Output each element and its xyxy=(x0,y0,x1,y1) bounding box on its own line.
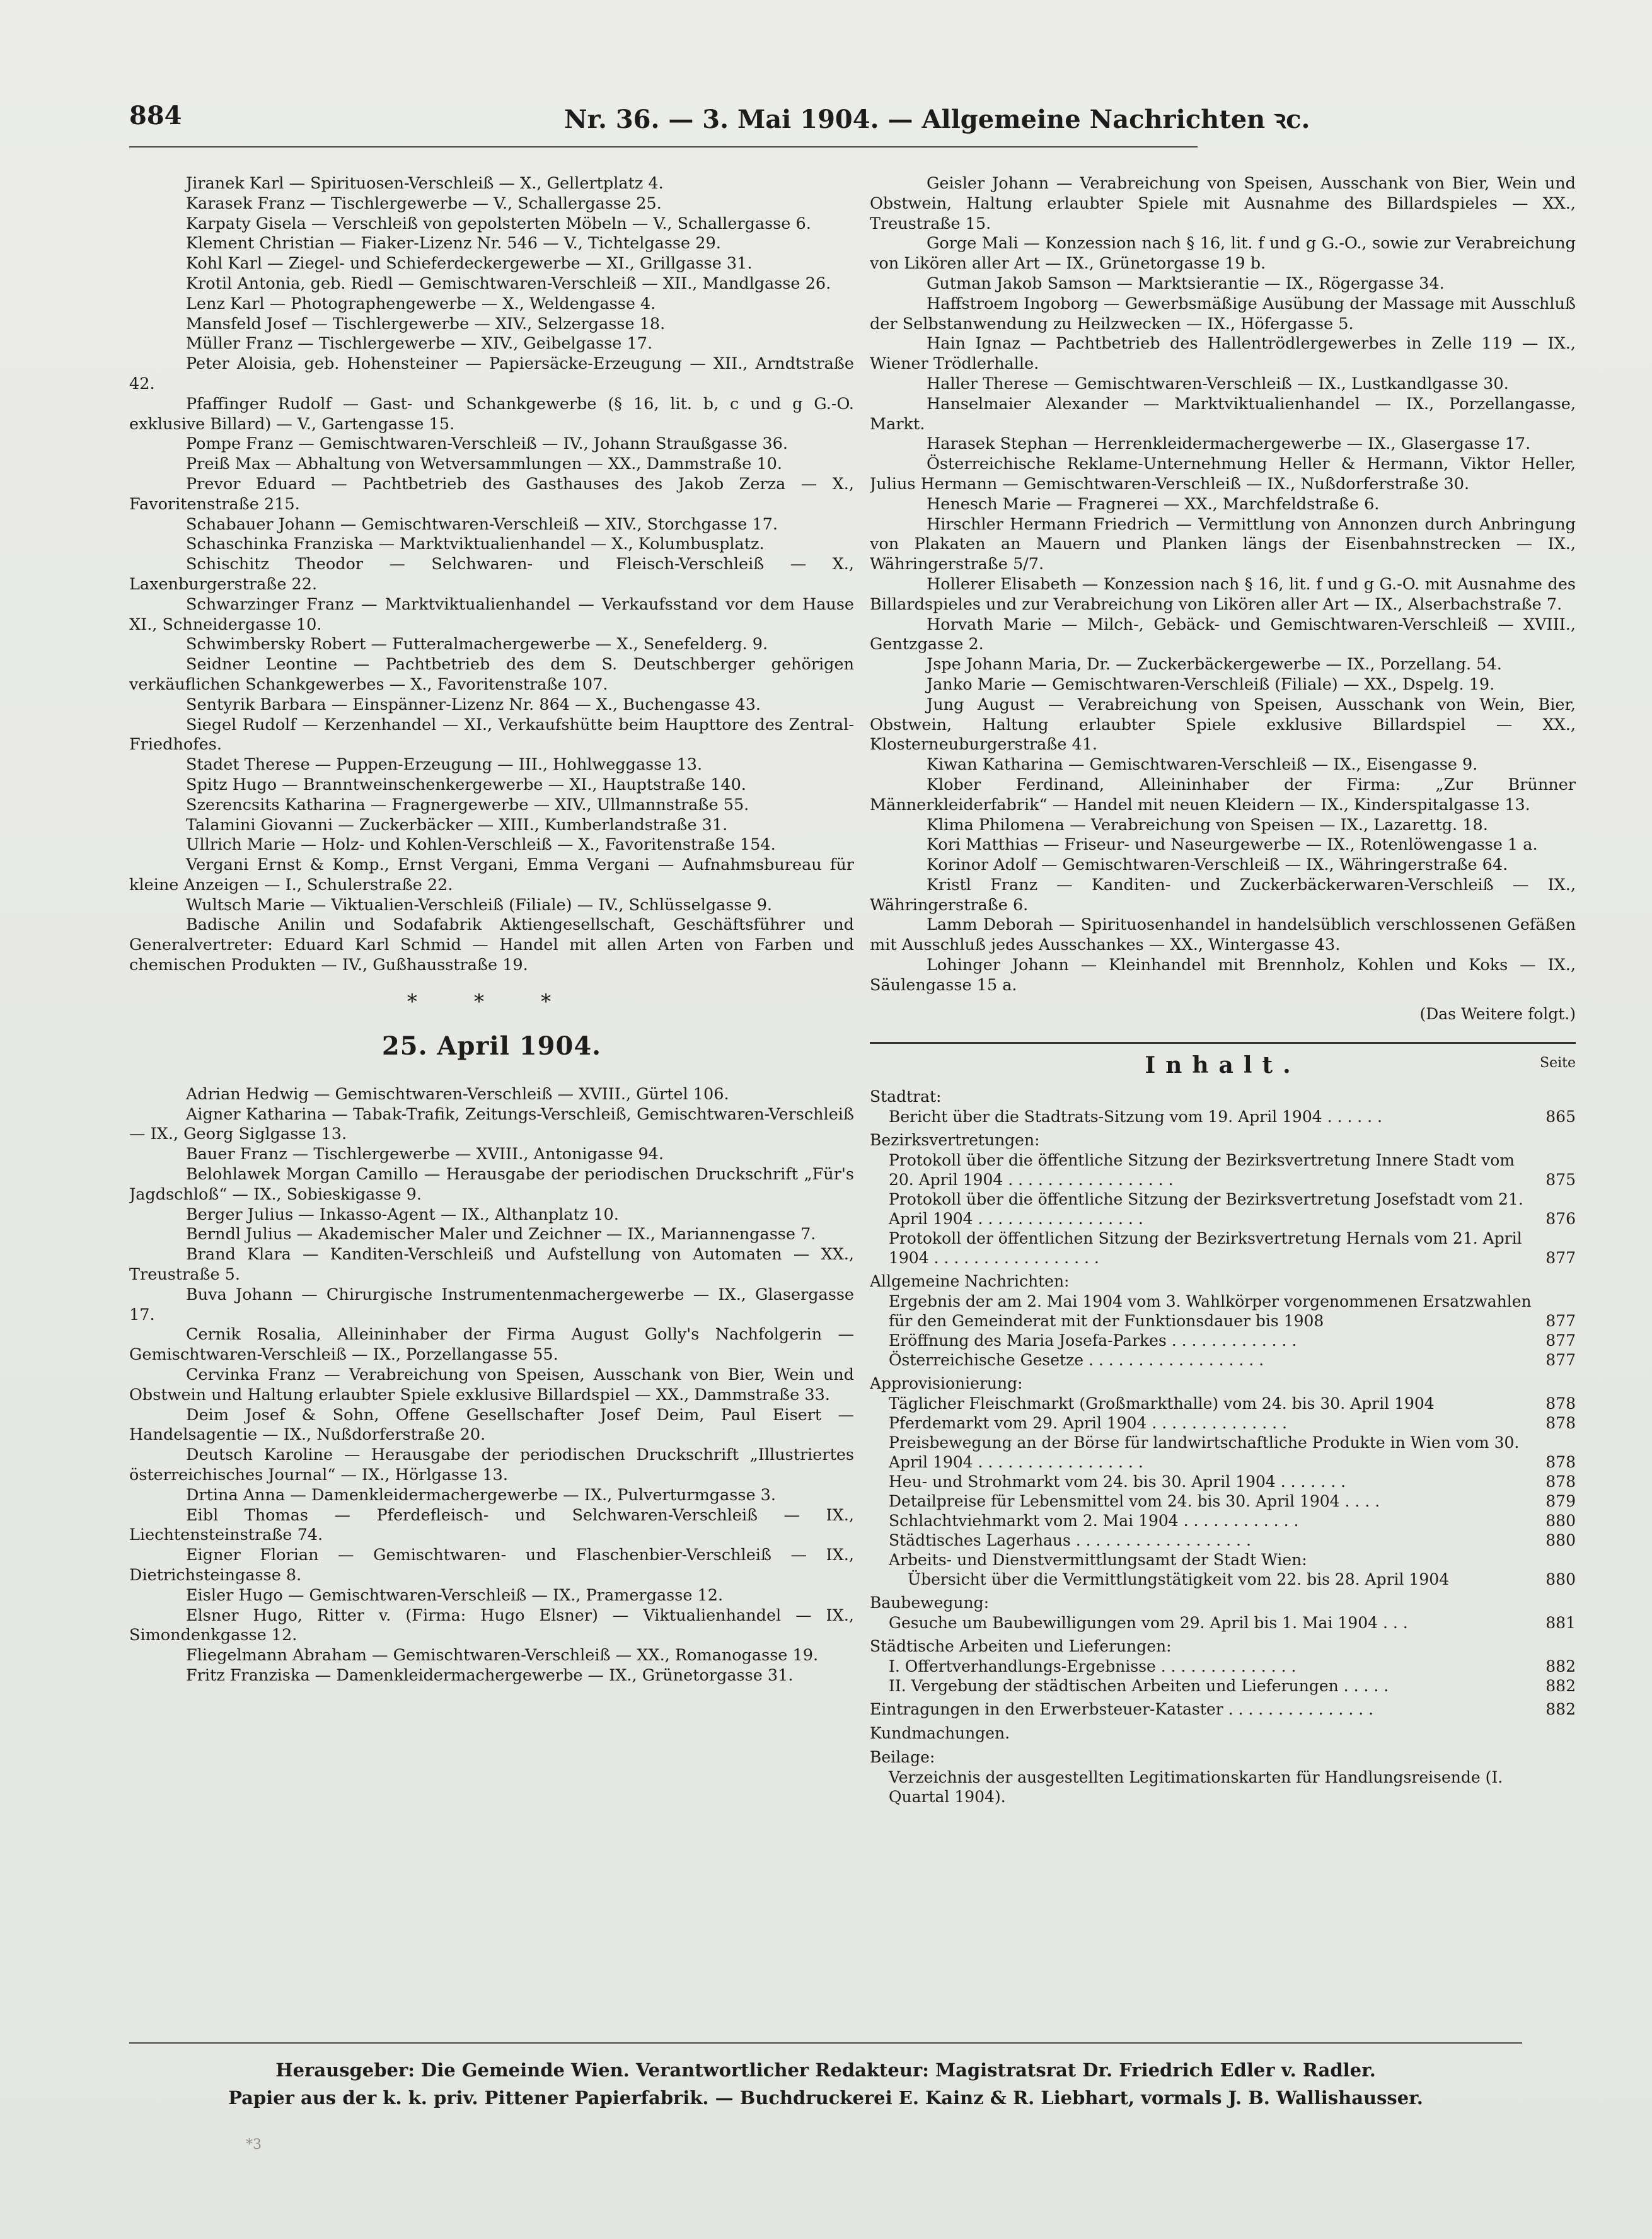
toc-entry xyxy=(870,1491,1576,1511)
list-item: Lohinger Johann — Kleinhandel mit Brennholz, Kohlen und Koks — IX., Säulengasse 15 a. xyxy=(870,956,1576,995)
list-item: Gutman Jakob Samson — Marktsierantie — IX., Rögergasse 34. xyxy=(927,274,1445,293)
toc-page-number: 877 xyxy=(1545,1311,1576,1330)
toc-entry-title: Verzeichnis der ausgestellten Legitimationskarten für Handlungsreisende (I. Quartal 1904). xyxy=(889,1767,1503,1806)
list-item: Drtina Anna — Damenkleidermachergewerbe — IX., Pulverturmgasse 3. xyxy=(186,1485,776,1505)
toc-entry-title: I. Offertverhandlungs-Ergebnisse . . . . . . . . . . . . . . xyxy=(889,1657,1297,1675)
imprint-publisher: Herausgeber: Die Gemeinde Wien. Verantwortlicher Redakteur: Magistratsrat Dr. Friedrich Edler v. Radler. xyxy=(275,2059,1376,2081)
list-item: Buva Johann — Chirurgische Instrumentenmachergewerbe — IX., Glasergasse 17. xyxy=(129,1285,854,1324)
list-item: Prevor Eduard — Pachtbetrieb des Gasthauses des Jakob Zerza — X., Favoritenstraße 215. xyxy=(129,474,854,514)
list-item: Jiranek Karl — Spirituosen-Verschleiß — X., Gellertplatz 4. xyxy=(186,174,664,193)
list-item: Seidner Leontine — Pachtbetrieb des dem S. Deutschberger gehörigen verkäuflichen Schankgewerbes — X., Favoritenstraße 107. xyxy=(129,655,854,694)
list-item: Schwarzinger Franz — Marktviktualienhandel — Verkaufsstand vor dem Hause XI., Schneidergasse 10. xyxy=(129,594,854,634)
toc-entry-title: Detailpreise für Lebensmittel vom 24. bis 30. April 1904 . . . . xyxy=(889,1491,1380,1510)
list-item: Preiß Max — Abhaltung von Wetversammlungen — XX., Dammstraße 10. xyxy=(186,454,782,474)
toc-entry-title: Städtisches Lagerhaus . . . . . . . . . . . . . . . . . . xyxy=(889,1530,1251,1549)
list-item: Janko Marie — Gemischtwaren-Verschleiß (Filiale) — XX., Dspelg. 19. xyxy=(927,674,1495,694)
imprint-printer: Papier aus der k. k. priv. Pittener Papierfabrik. — Buchdruckerei E. Kainz & R. Liebhart, vormals J. B. Wallishausser. xyxy=(228,2087,1423,2109)
list-item: Kristl Franz — Kanditen- und Zuckerbäckerwaren-Verschleiß — IX., Währingerstraße 6. xyxy=(870,875,1576,915)
date-heading: 25. April 1904. xyxy=(381,1031,602,1061)
list-item: Peter Aloisia, geb. Hohensteiner — Papiersäcke-Erzeugung — XII., Arndtstraße 42. xyxy=(129,354,854,393)
list-item: Klober Ferdinand, Alleininhaber der Firma: „Zur Brünner Männerkleiderfabrik“ — Handel mit neuen Kleidern — IX., Kinderspitalgasse 13. xyxy=(870,775,1576,814)
list-item: Hirschler Hermann Friedrich — Vermittlung von Annonzen durch Anbringung von Plakaten an Mauern und Planken längs der Eisenbahnstrecken — IX., Währingerstraße 5/7. xyxy=(870,514,1576,574)
toc-section xyxy=(870,1271,1576,1370)
list-item: Belohlawek Morgan Camillo — Herausgabe der periodischen Druckschrift „Für's Jagdschloß“ — IX., Sobieskigasse 9. xyxy=(129,1165,854,1204)
toc-page-number: 880 xyxy=(1545,1570,1576,1588)
toc-section-label: Eintragungen in den Erwerbsteuer-Kataster . . . . . . . . . . . . . . . xyxy=(870,1699,1374,1718)
toc-entry xyxy=(870,1150,1576,1189)
toc-entry xyxy=(870,1472,1576,1491)
toc-entry xyxy=(870,1657,1576,1676)
list-item: Jspe Johann Maria, Dr. — Zuckerbäckergewerbe — IX., Porzellang. 54. xyxy=(927,655,1502,674)
header-rule xyxy=(129,146,1198,148)
list-item: Cervinka Franz — Verabreichung von Speisen, Ausschank von Bier, Wein und Obstwein und Haltung erlaubter Spiele exklusive Billardspiel — XX., Dammstraße 33. xyxy=(129,1365,854,1404)
table-of-contents xyxy=(870,1042,1576,1807)
list-item: Deutsch Karoline — Herausgabe der periodischen Druckschrift „Illustriertes österreichisches Journal“ — IX., Hörlgasse 13. xyxy=(129,1445,854,1485)
toc-section xyxy=(870,1699,1576,1720)
toc-section xyxy=(870,1374,1576,1589)
list-item: Jung August — Verabreichung von Speisen, Ausschank von Wein, Bier, Obstwein, Haltung erlaubter Spiele exklusive Billardspiel — XX., Klosterneuburgerstraße 41. xyxy=(870,695,1576,755)
entry-list-part1 xyxy=(129,174,854,976)
list-item: Horvath Marie — Milch-, Gebäck- und Gemischtwaren-Verschleiß — XVIII., Gentzgasse 2. xyxy=(870,615,1576,654)
list-item: Badische Anilin und Sodafabrik Aktiengesellschaft, Geschäftsführer und Generalvertreter: Eduard Karl Schmid — Handel mit allen Arten von Farben und chemischen Produkten — IV., Gußhausstraße 19. xyxy=(129,915,854,975)
list-item: Ullrich Marie — Holz- und Kohlen-Verschleiß — X., Favoritenstraße 154. xyxy=(186,835,776,855)
list-item: Elsner Hugo, Ritter v. (Firma: Hugo Elsner) — Viktualienhandel — IX., Simondenkgasse 12. xyxy=(129,1605,854,1645)
toc-section xyxy=(870,1087,1576,1126)
list-item: Eibl Thomas — Pferdefleisch- und Selchwaren-Verschleiß — IX., Liechtensteinstraße 74. xyxy=(129,1505,854,1545)
toc-page-number: 877 xyxy=(1545,1350,1576,1369)
list-item: Krotil Antonia, geb. Riedl — Gemischtwaren-Verschleiß — XII., Mandlgasse 26. xyxy=(186,274,831,293)
toc-section-label: Städtische Arbeiten und Lieferungen: xyxy=(870,1636,1172,1655)
toc-page-heading: Seite xyxy=(1540,1055,1576,1071)
list-item: Vergani Ernst & Komp., Ernst Vergani, Emma Vergani — Aufnahmsbureau für kleine Anzeigen — I., Schulerstraße 22. xyxy=(129,855,854,894)
toc-section-label: Bezirksvertretungen: xyxy=(870,1130,1040,1149)
list-item: Szerencsits Katharina — Fragnergewerbe — XIV., Ullmannstraße 55. xyxy=(186,795,749,814)
list-item: Deim Josef & Sohn, Offene Gesellschafter Josef Deim, Paul Eisert — Handelsagentie — IX., Nußdorferstraße 20. xyxy=(129,1405,854,1445)
toc-page-number: 877 xyxy=(1545,1248,1576,1267)
list-item: Schaschinka Franziska — Marktviktualienhandel — X., Kolumbusplatz. xyxy=(186,535,765,554)
list-item: Gorge Mali — Konzession nach § 16, lit. f und g G.-O., sowie zur Verabreichung von Likören aller Art — IX., Grünetorgasse 19 b. xyxy=(870,234,1576,274)
list-item: Spitz Hugo — Branntweinschenkergewerbe — XI., Hauptstraße 140. xyxy=(186,775,746,794)
toc-entry-title: Preisbewegung an der Börse für landwirtschaftliche Produkte in Wien vom 30. April 1904 . . . . . . . . . . . . . . . . . xyxy=(889,1433,1520,1471)
list-item: Kiwan Katharina — Gemischtwaren-Verschleiß — IX., Eisengasse 9. xyxy=(927,755,1478,775)
toc-section xyxy=(870,1636,1576,1696)
toc-section-label: Approvisionierung: xyxy=(870,1374,1023,1392)
toc-section-label: Beilage: xyxy=(870,1747,935,1766)
list-item: Mansfeld Josef — Tischlergewerbe — XIV., Selzergasse 18. xyxy=(186,314,666,333)
toc-entry-title: Eröffnung des Maria Josefa-Parkes . . . . . . . . . . . . . xyxy=(889,1331,1297,1350)
list-item: Berger Julius — Inkasso-Agent — IX., Althanplatz 10. xyxy=(186,1205,619,1224)
toc-body xyxy=(870,1087,1576,1807)
toc-entry xyxy=(870,1394,1576,1413)
list-item: Österreichische Reklame-Unternehmung Heller & Hermann, Viktor Heller, Julius Hermann — Gemischtwaren-Verschleiß — IX., Nußdorferstraße 30. xyxy=(870,454,1576,494)
imprint-rule xyxy=(129,2042,1522,2044)
list-item: Bauer Franz — Tischlergewerbe — XVIII., Antonigasse 94. xyxy=(186,1145,664,1164)
running-title: Nr. 36. — 3. Mai 1904. — Allgemeine Nachrichten ꝛc. xyxy=(564,105,1310,134)
toc-entry-title: Schlachtviehmarkt vom 2. Mai 1904 . . . . . . . . . . . . xyxy=(889,1511,1299,1530)
toc-entry xyxy=(870,1331,1576,1350)
list-item: Fritz Franziska — Damenkleidermachergewerbe — IX., Grünetorgasse 31. xyxy=(186,1665,794,1685)
list-item: Kori Matthias — Friseur- und Naseurgewerbe — IX., Rotenlöwengasse 1 a. xyxy=(927,835,1538,855)
toc-entry xyxy=(870,1530,1576,1550)
list-item: Berndl Julius — Akademischer Maler und Zeichner — IX., Mariannengasse 7. xyxy=(186,1225,816,1244)
list-item: Eigner Florian — Gemischtwaren- und Flaschenbier-Verschleiß — IX., Dietrichsteingasse 8. xyxy=(129,1546,854,1585)
list-item: Lenz Karl — Photographengewerbe — X., Weldengasse 4. xyxy=(186,294,656,313)
list-item: Fliegelmann Abraham — Gemischtwaren-Verschleiß — XX., Romanogasse 19. xyxy=(186,1646,819,1665)
entry-list-part2 xyxy=(129,1085,854,1686)
list-item: Geisler Johann — Verabreichung von Speisen, Ausschank von Bier, Wein und Obstwein, Haltung erlaubter Spiele mit Ausnahme des Billardspieles — XX., Treustraße 15. xyxy=(870,174,1576,233)
list-item: Hain Ignaz — Pachtbetrieb des Hallentrödlergewerbes in Zelle 119 — IX., Wiener Trödlerhalle. xyxy=(870,334,1576,374)
toc-entry xyxy=(870,1613,1576,1633)
list-item: Wultsch Marie — Viktualien-Verschleiß (Filiale) — IV., Schlüsselgasse 9. xyxy=(186,895,773,915)
list-item: Siegel Rudolf — Kerzenhandel — XI., Verkaufshütte beim Haupttore des Zentral-Friedhofes. xyxy=(129,715,854,755)
toc-section xyxy=(870,1593,1576,1633)
toc-entry-title: Ergebnis der am 2. Mai 1904 vom 3. Wahlkörper vorgenommenen Ersatzwahlen für den Gemeinderat mit der Funktionsdauer bis 1908 xyxy=(889,1292,1532,1330)
toc-entry-title: Pferdemarkt vom 29. April 1904 . . . . . . . . . . . . . . xyxy=(889,1413,1287,1432)
list-item: Pfaffinger Rudolf — Gast- und Schankgewerbe (§ 16, lit. b, c und g G.-O. exklusive Billard) — V., Gartengasse 15. xyxy=(129,394,854,434)
toc-entry xyxy=(870,1767,1576,1807)
list-item: Talamini Giovanni — Zuckerbäcker — XIII., Kumberlandstraße 31. xyxy=(186,815,728,835)
toc-entry-title: Protokoll über die öffentliche Sitzung der Bezirksvertretung Josefstadt vom 21. April 1904 . . . . . . . . . . . . . . . . . xyxy=(889,1189,1523,1228)
toc-entry xyxy=(870,1511,1576,1530)
right-column xyxy=(870,174,1576,2078)
list-item: Schischitz Theodor — Selchwaren- und Fleisch-Verschleiß — X., Laxenburgerstraße 22. xyxy=(129,555,854,594)
toc-entry xyxy=(870,1433,1576,1472)
page-number: 884 xyxy=(129,101,182,130)
list-item: Haffstroem Ingoborg — Gewerbsmäßige Ausübung der Massage mit Ausschluß der Selbstanwendung zu Heilzwecken — IX., Höfergasse 5. xyxy=(870,294,1576,333)
toc-entry xyxy=(870,1189,1576,1229)
list-item: Hanselmaier Alexander — Marktviktualienhandel — IX., Porzellangasse, Markt. xyxy=(870,394,1576,434)
list-item: Karasek Franz — Tischlergewerbe — V., Schallergasse 25. xyxy=(186,194,662,213)
toc-page-number: 879 xyxy=(1545,1491,1576,1510)
toc-entry-title: II. Vergebung der städtischen Arbeiten und Lieferungen . . . . . xyxy=(889,1676,1389,1695)
toc-entry-title: Österreichische Gesetze . . . . . . . . . . . . . . . . . . xyxy=(889,1350,1264,1369)
toc-entry xyxy=(870,1570,1576,1589)
continued-note: (Das Weitere folgt.) xyxy=(1419,1004,1576,1023)
list-item: Aigner Katharina — Tabak-Trafik, Zeitungs-Verschleiß, Gemischtwaren-Verschleiß — IX., Georg Siglgasse 13. xyxy=(129,1104,854,1144)
list-item: Cernik Rosalia, Alleininhaber der Firma August Golly's Nachfolgerin — Gemischtwaren-Verschleiß — IX., Porzellangasse 55. xyxy=(129,1325,854,1365)
list-item: Kohl Karl — Ziegel- und Schieferdeckergewerbe — XI., Grillgasse 31. xyxy=(186,254,753,274)
list-item: Sentyrik Barbara — Einspänner-Lizenz Nr. 864 — X., Buchengasse 43. xyxy=(186,695,761,714)
list-item: Lamm Deborah — Spirituosenhandel in handelsüblich verschlossenen Gefäßen mit Ausschluß jedes Ausschankes — XX., Wintergasse 43. xyxy=(870,915,1576,955)
toc-entry xyxy=(870,1676,1576,1696)
list-item: Pompe Franz — Gemischtwaren-Verschleiß — IV., Johann Straußgasse 36. xyxy=(186,434,788,454)
list-item: Haller Therese — Gemischtwaren-Verschleiß — IX., Lustkandlgasse 30. xyxy=(927,374,1509,393)
toc-section-label: Baubewegung: xyxy=(870,1593,990,1612)
list-item: Stadet Therese — Puppen-Erzeugung — III., Hohlweggasse 13. xyxy=(186,755,703,775)
toc-section-label: Stadtrat: xyxy=(870,1087,942,1106)
list-item: Korinor Adolf — Gemischtwaren-Verschleiß — IX., Währingerstraße 64. xyxy=(927,855,1508,875)
toc-page-number: 878 xyxy=(1545,1472,1576,1491)
page-header xyxy=(129,101,1310,139)
section-stars: * * * xyxy=(407,989,577,1014)
toc-section xyxy=(870,1130,1576,1268)
list-item: Müller Franz — Tischlergewerbe — XIV., Geibelgasse 17. xyxy=(186,334,653,354)
toc-section-label: Kundmachungen. xyxy=(870,1723,1010,1742)
list-item: Henesch Marie — Fragnerei — XX., Marchfeldstraße 6. xyxy=(927,494,1380,514)
toc-page-number: 878 xyxy=(1545,1394,1576,1413)
toc-page-number: 882 xyxy=(1545,1676,1576,1695)
list-item: Eisler Hugo — Gemischtwaren-Verschleiß — IX., Pramergasse 12. xyxy=(186,1585,724,1605)
list-item: Klima Philomena — Verabreichung von Speisen — IX., Lazarettg. 18. xyxy=(927,815,1488,835)
toc-page-number: 865 xyxy=(1545,1107,1576,1126)
toc-entry xyxy=(870,1107,1576,1126)
toc-entry-title: Gesuche um Baubewilligungen vom 29. April bis 1. Mai 1904 . . . xyxy=(889,1613,1408,1632)
toc-entry-title: Übersicht über die Vermittlungstätigkeit vom 22. bis 28. April 1904 xyxy=(908,1570,1450,1588)
toc-entry-title: Protokoll der öffentlichen Sitzung der Bezirksvertretung Hernals vom 21. April 1904 . . . . . . . . . . . . . . . . . xyxy=(889,1229,1522,1267)
list-item: Schwimbersky Robert — Futteralmachergewerbe — X., Senefelderg. 9. xyxy=(186,635,768,654)
left-column xyxy=(129,174,854,2078)
toc-title-row xyxy=(870,1048,1576,1083)
toc-section xyxy=(870,1747,1576,1807)
list-item: Brand Klara — Kanditen-Verschleiß und Aufstellung von Automaten — XX., Treustraße 5. xyxy=(129,1245,854,1285)
toc-entry xyxy=(870,1550,1576,1570)
entry-list-right xyxy=(870,174,1576,996)
toc-title: Inhalt. xyxy=(1145,1051,1301,1079)
toc-entry-title: Bericht über die Stadtrats-Sitzung vom 19. April 1904 . . . . . . xyxy=(889,1107,1383,1126)
toc-entry xyxy=(870,1350,1576,1370)
list-item: Adrian Hedwig — Gemischtwaren-Verschleiß — XVIII., Gürtel 106. xyxy=(186,1084,729,1104)
toc-section xyxy=(870,1723,1576,1744)
toc-section-label: Allgemeine Nachrichten: xyxy=(870,1271,1070,1290)
list-item: Schabauer Johann — Gemischtwaren-Verschleiß — XIV., Storchgasse 17. xyxy=(186,514,778,534)
imprint xyxy=(129,2042,1522,2112)
toc-page-number: 878 xyxy=(1545,1413,1576,1432)
toc-page-number: 881 xyxy=(1545,1613,1576,1632)
toc-page-number: 880 xyxy=(1545,1511,1576,1530)
toc-page-number: 876 xyxy=(1545,1209,1576,1228)
toc-entry xyxy=(870,1229,1576,1268)
toc-page-number: 875 xyxy=(1545,1170,1576,1189)
toc-page-number: 882 xyxy=(1545,1699,1576,1718)
list-item: Klement Christian — Fiaker-Lizenz Nr. 546 — V., Tichtelgasse 29. xyxy=(186,234,721,253)
toc-entry-title: Arbeits- und Dienstvermittlungsamt der Stadt Wien: xyxy=(889,1550,1307,1569)
list-item: Karpaty Gisela — Verschleiß von gepolsterten Möbeln — V., Schallergasse 6. xyxy=(186,214,811,233)
toc-entry xyxy=(870,1413,1576,1433)
toc-page-number: 878 xyxy=(1545,1452,1576,1471)
toc-entry-title: Protokoll über die öffentliche Sitzung der Bezirksvertretung Innere Stadt vom 20. April 1904 . . . . . . . . . . . . . . . . . xyxy=(889,1150,1515,1189)
page-mark: *3 xyxy=(246,2137,262,2153)
toc-entry-title: Heu- und Strohmarkt vom 24. bis 30. April 1904 . . . . . . . xyxy=(889,1472,1346,1491)
toc-page-number: 882 xyxy=(1545,1657,1576,1675)
toc-entry xyxy=(870,1292,1576,1331)
list-item: Hollerer Elisabeth — Konzession nach § 16, lit. f und g G.-O. mit Ausnahme des Billardspieles und zur Verabreichung von Likören aller Art — IX., Alserbachstraße 7. xyxy=(870,574,1576,614)
list-item: Harasek Stephan — Herrenkleidermachergewerbe — IX., Glasergasse 17. xyxy=(927,434,1531,454)
toc-entry-title: Täglicher Fleischmarkt (Großmarkthalle) vom 24. bis 30. April 1904 xyxy=(889,1394,1435,1413)
toc-rule xyxy=(870,1042,1576,1044)
toc-page-number: 880 xyxy=(1545,1530,1576,1549)
toc-page-number: 877 xyxy=(1545,1331,1576,1350)
